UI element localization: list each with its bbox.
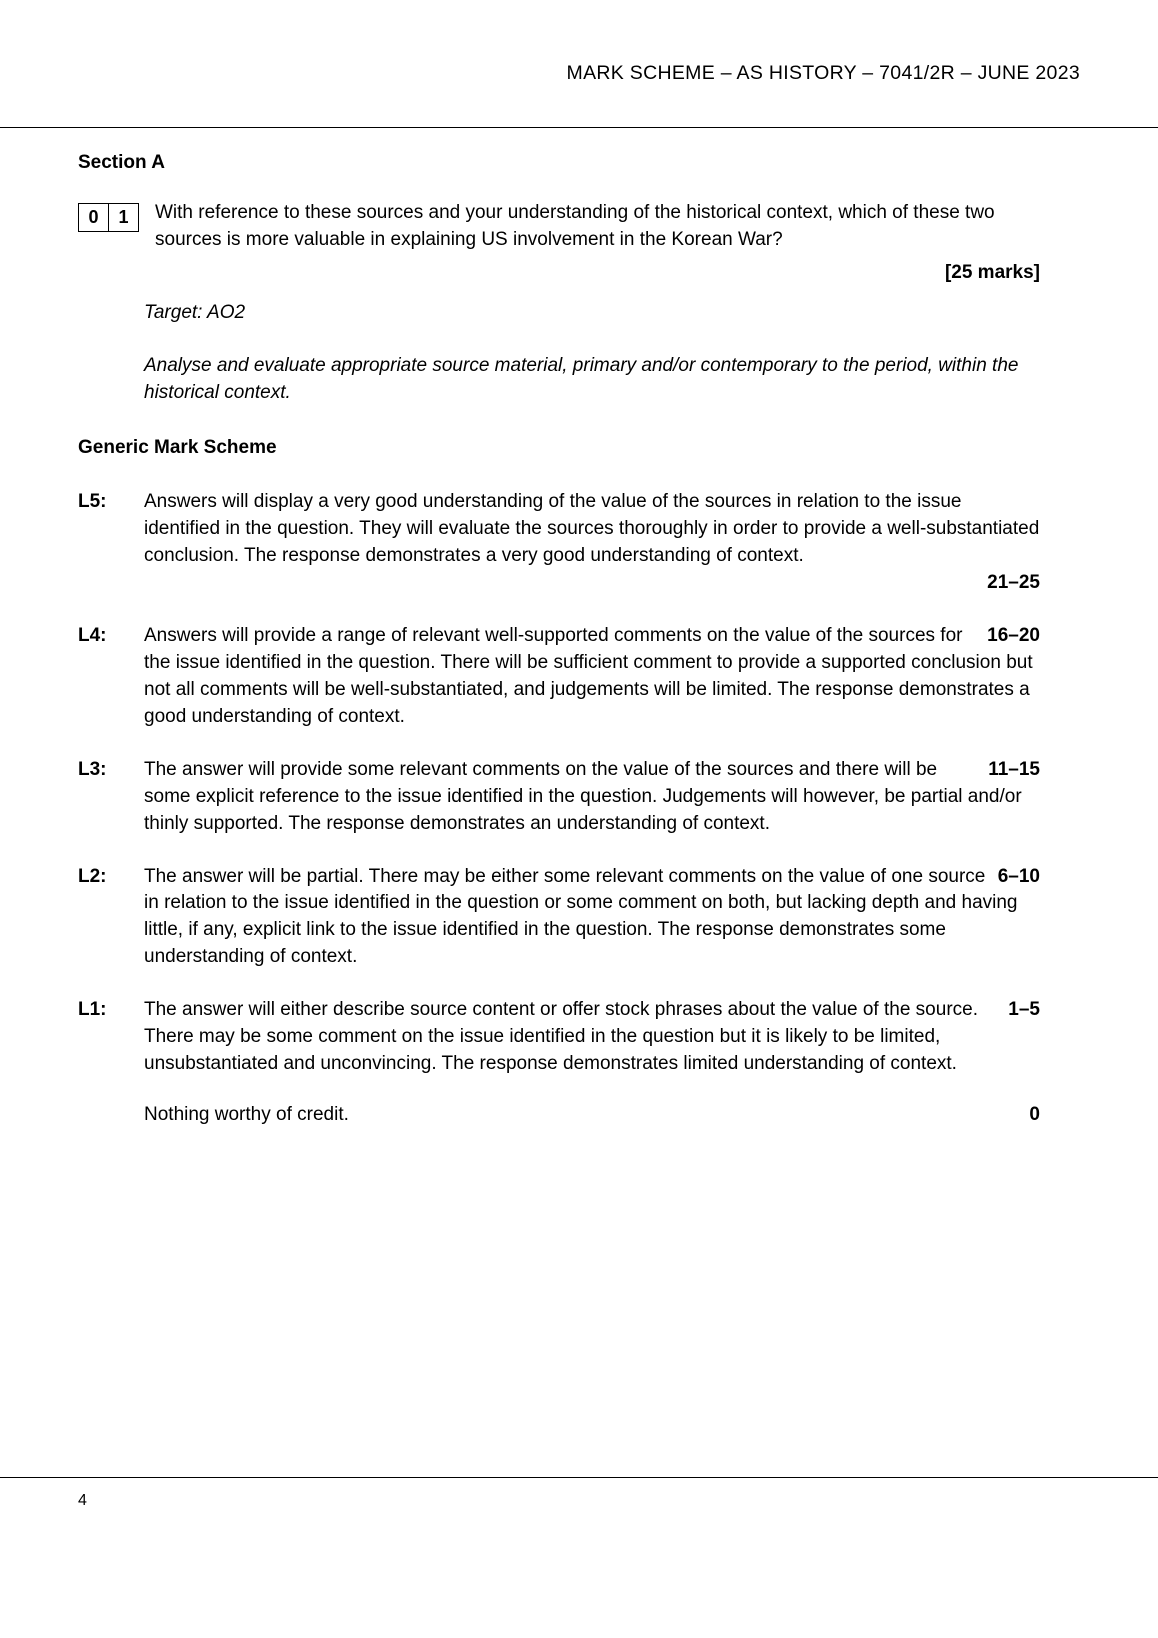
level-row — [78, 757, 1040, 838]
level-description-wrap — [144, 489, 1040, 597]
level-description: Answers will provide a range of relevant well-supported comments on the value of the sources for the issue identified in the question. There will be sufficient comment to provide a supported conclusion but not all comments will be well-substantiated, and judgements will be limited. The response demonstrates a good understanding of context. — [144, 624, 1033, 727]
level-mark-range: 11–15 — [988, 758, 1040, 780]
ao-description: Analyse and evaluate appropriate source material, primary and/or contemporary to the period, within the historical context. — [144, 354, 1019, 403]
level-row — [78, 623, 1040, 731]
level-description: Answers will display a very good understanding of the value of the sources in relation to the issue identified in the question. They will evaluate the sources thoroughly in order to provide a well-substantiated conclusion. The response demonstrates a very good understanding of context. — [144, 490, 1040, 566]
question-row — [78, 200, 1040, 254]
level-label: L5: — [78, 490, 107, 512]
level-label: L4: — [78, 624, 107, 646]
level-mark-range: 16–20 — [987, 624, 1040, 646]
nothing-worthy-text: Nothing worthy of credit. — [144, 1104, 349, 1126]
level-label: L1: — [78, 999, 107, 1021]
levels-list — [78, 489, 1040, 1078]
nothing-worthy-body — [144, 1104, 1040, 1126]
level-description-wrap — [144, 757, 1040, 838]
question-digit-1: 0 — [79, 204, 109, 231]
header-divider — [0, 127, 1158, 128]
question-marks: [25 marks] — [944, 261, 1040, 283]
level-description-wrap — [144, 623, 1040, 731]
target-line: Target: AO2 — [144, 301, 246, 323]
section-heading: Section A — [78, 152, 165, 173]
footer-divider — [0, 1477, 1158, 1478]
level-description: The answer will be partial. There may be either some relevant comments on the value of one source in relation to the issue identified in the question or some comment on both, but lacking depth and having little, if any, explicit link to the issue identified in the question. The response demonstrates some understanding of context. — [144, 865, 1018, 968]
level-row — [78, 997, 1040, 1078]
level-label: L2: — [78, 865, 107, 887]
level-description: The answer will provide some relevant comments on the value of the sources and there will be some explicit reference to the issue identified in the question. Judgements will however, be partial and/or thinly supported. The response demonstrates an understanding of context. — [144, 758, 1022, 834]
page-content — [78, 152, 1040, 1126]
nothing-worthy-mark: 0 — [1029, 1104, 1040, 1126]
level-row — [78, 489, 1040, 597]
nothing-worthy-row — [78, 1104, 1040, 1126]
level-description: The answer will either describe source content or offer stock phrases about the value of the source. There may be some comment on the issue identified in the question but it is likely to be limited, unsubstantiated and unconvincing. The response demonstrates limited understanding of context. — [144, 999, 978, 1075]
question-digit-2: 1 — [118, 207, 129, 227]
level-description-wrap — [144, 864, 1040, 972]
generic-mark-scheme-heading: Generic Mark Scheme — [78, 436, 277, 458]
question-text: With reference to these sources and your understanding of the historical context, which of these two sources is more valuable in explaining US involvement in the Korean War? — [155, 202, 995, 250]
level-description-wrap — [144, 997, 1040, 1078]
level-mark-range: 6–10 — [997, 865, 1040, 887]
page-number: 4 — [78, 1492, 87, 1509]
question-number-box — [78, 203, 139, 232]
level-row — [78, 864, 1040, 972]
level-mark-range: 1–5 — [1008, 999, 1040, 1021]
page-header: MARK SCHEME – AS HISTORY – 7041/2R – JUNE 2023 — [566, 62, 1080, 84]
question-meta — [144, 300, 1040, 407]
level-mark-range: 21–25 — [987, 571, 1040, 593]
level-label: L3: — [78, 758, 107, 780]
